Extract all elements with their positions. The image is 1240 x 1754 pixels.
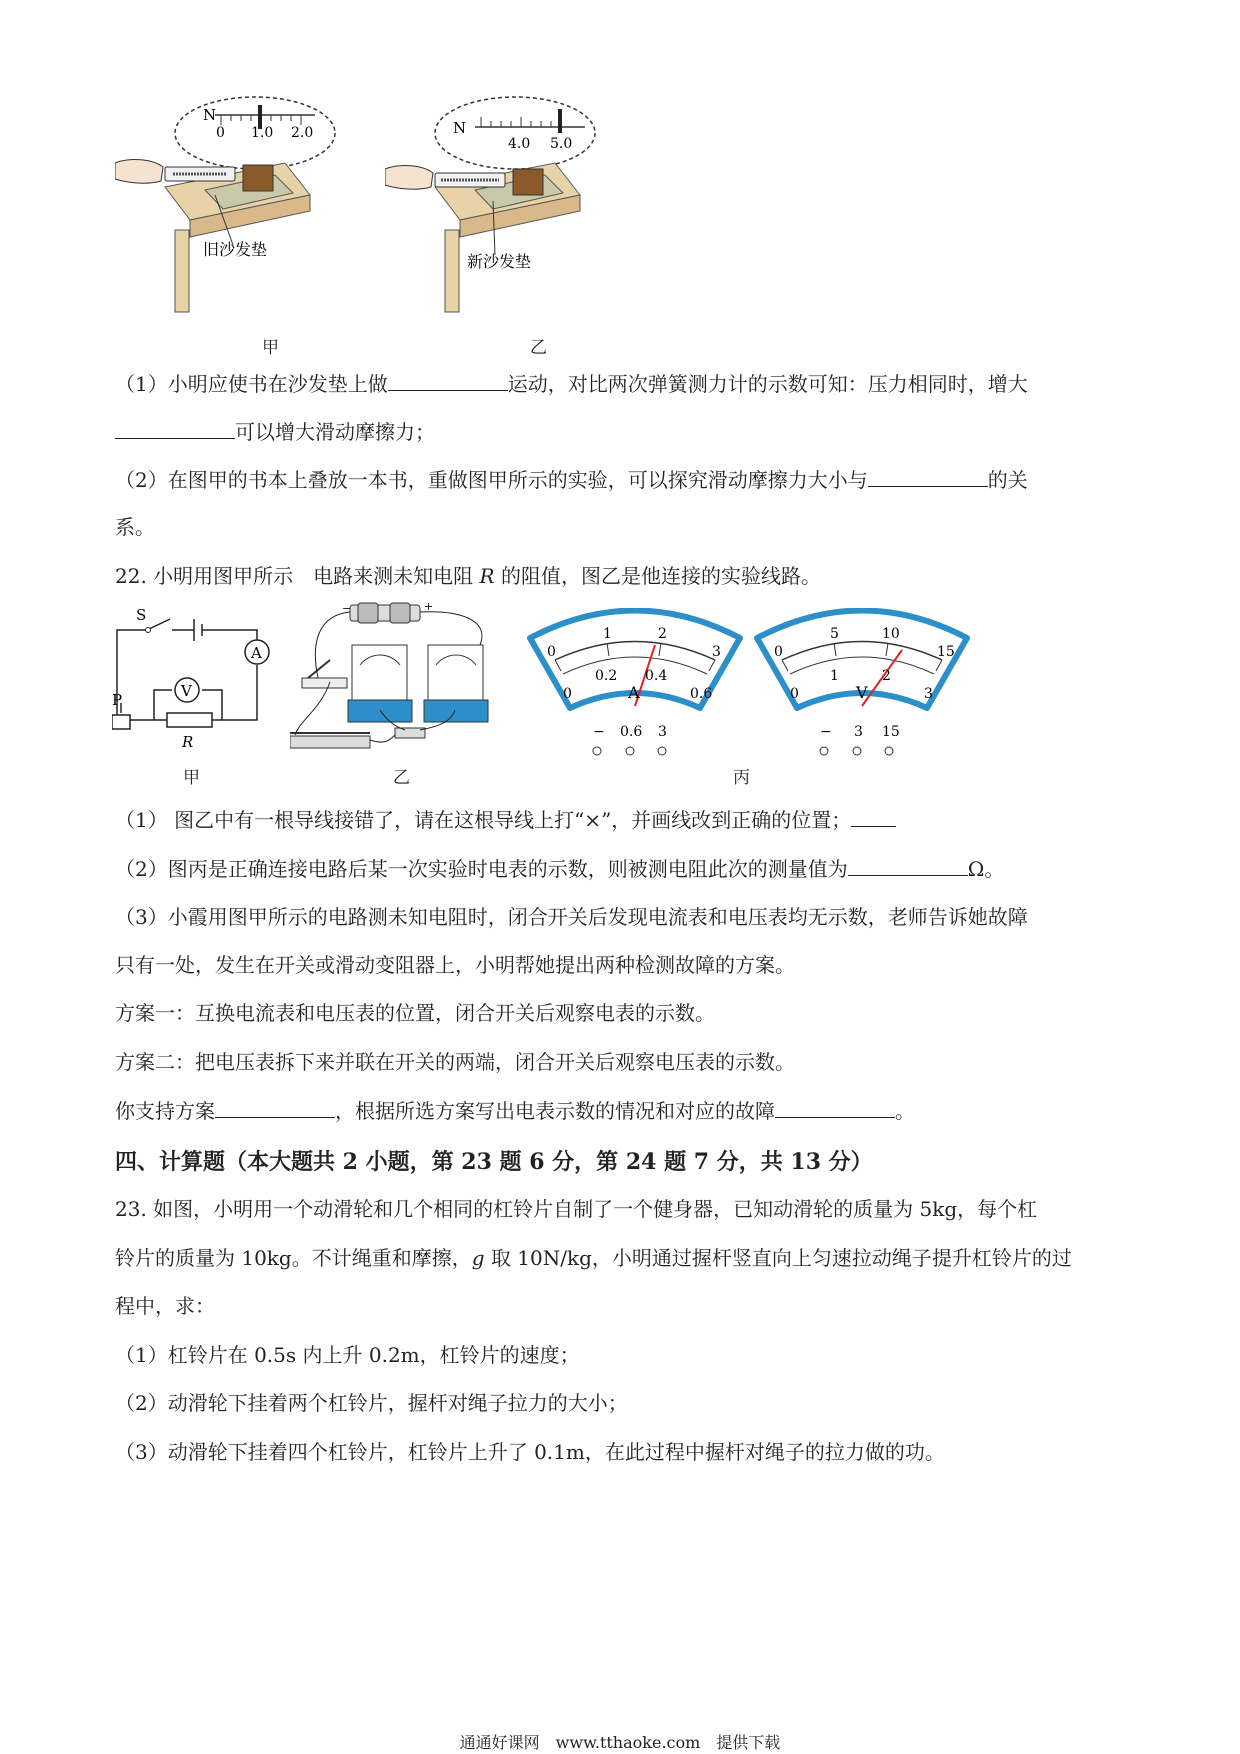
battery-plus: + [424, 600, 434, 613]
pad-label-old: 旧沙发垫 [203, 240, 268, 259]
q22-intro: 22. 小明用图甲所示 电路来测未知电阻 R 的阻值，图乙是他连接的实验线路。 [115, 564, 821, 588]
q23-line-3: 程中，求： [115, 1294, 215, 1318]
a-top-2: 2 [658, 626, 667, 642]
v-term-15: 15 [882, 724, 900, 740]
a-term-minus: − [593, 724, 605, 740]
q23-line-2: 铃片的质量为 10kg。不计绳重和摩擦，g 取 10N/kg，小明通过握杆竖直向上匀速拉动绳子提升杠铃片的过 [115, 1246, 1072, 1270]
answer-blank[interactable] [115, 418, 235, 439]
q22-support: 你支持方案 ，根据所选方案写出电表示数的情况和对应的故障 。 [115, 1099, 915, 1123]
v-bottom-3: 3 [924, 686, 933, 702]
v-bottom-0: 0 [790, 686, 799, 702]
a-term-0.6: 0.6 [620, 724, 643, 740]
answer-blank[interactable] [848, 855, 968, 876]
answer-blank[interactable] [388, 370, 508, 391]
figure-jia-friction [115, 95, 360, 315]
q22-part-3a: （3）小霞用图甲所示的电路测未知电阻时，闭合开关后发现电流表和电压表均无示数，老师告诉她故障 [115, 905, 1028, 929]
q23-sub-2: （2）动滑轮下挂着两个杠铃片，握杆对绳子拉力的大小； [115, 1391, 628, 1415]
scale-n: N [453, 119, 467, 137]
v-top-5: 5 [830, 626, 839, 642]
wiring-caption: 乙 [393, 768, 410, 788]
q21-line-2: 可以增大滑动摩擦力； [115, 418, 435, 445]
v-top-15: 15 [937, 644, 955, 660]
q23-sub-1: （1）杠铃片在 0.5s 内上升 0.2m，杠铃片的速度； [115, 1343, 580, 1367]
q23-line-1: 23. 如图，小明用一个动滑轮和几个相同的杠铃片自制了一个健身器，已知动滑轮的质量为 5kg，每个杠 [115, 1197, 1038, 1221]
battery-minus: − [342, 602, 352, 615]
answer-blank[interactable] [868, 466, 988, 487]
q22-plan-1: 方案一：互换电流表和电压表的位置，闭合开关后观察电表的示数。 [115, 1001, 715, 1025]
slider-label: P [112, 691, 123, 709]
section-heading: 四、计算题（本大题共 2 小题，第 23 题 6 分，第 24 题 7 分，共 13 分） [115, 1149, 873, 1175]
a-top-0: 0 [547, 644, 556, 660]
wiring-diagram-yi [290, 600, 505, 760]
q21-line-3: （2）在图甲的书本上叠放一本书，重做图甲所示的实验，可以探究滑动摩擦力大小与 的关 [115, 468, 1028, 492]
scale-tick-2: 2.0 [291, 125, 314, 141]
q22-part-2: （2）图丙是正确连接电路后某一次实验时电表的示数，则被测电阻此次的测量值为 Ω。 [115, 857, 1005, 881]
pad-label-new: 新沙发垫 [467, 252, 532, 271]
scale-n: N [203, 106, 217, 124]
a-unit: A [628, 683, 640, 702]
scale-tick-5: 5.0 [550, 136, 573, 152]
answer-blank[interactable] [851, 806, 896, 827]
figure-yi-friction [385, 95, 630, 315]
ammeter-dial [525, 608, 745, 768]
resistor-label: R [182, 733, 194, 751]
v-bottom-2: 2 [882, 668, 891, 684]
v-top-0: 0 [774, 644, 783, 660]
v-term-3: 3 [854, 724, 863, 740]
footer-text: 通通好课网 www.tthaoke.com 提供下载 [459, 1733, 781, 1752]
answer-blank[interactable] [215, 1097, 335, 1118]
q22-plan-2: 方案二：把电压表拆下来并联在开关的两端，闭合开关后观察电压表的示数。 [115, 1050, 795, 1074]
circuit-caption: 甲 [183, 768, 200, 788]
voltmeter-symbol: V [181, 682, 192, 700]
q21-line-1: （1）小明应使书在沙发垫上做 运动，对比两次弹簧测力计的示数可知：压力相同时，增大 [115, 372, 1028, 396]
a-bottom-2: 0.4 [645, 668, 668, 684]
figure-yi-caption: 乙 [530, 338, 547, 358]
q22-part-1: （1） 图乙中有一根导线接错了，请在这根导线上打“×”，并画线改到正确的位置； [115, 806, 896, 833]
v-unit: V [856, 683, 868, 702]
a-term-3: 3 [658, 724, 667, 740]
v-top-10: 10 [882, 626, 900, 642]
a-top-1: 1 [603, 626, 612, 642]
q21-line-4: 系。 [115, 515, 155, 539]
scale-tick-0: 0 [216, 125, 225, 141]
v-term-minus: − [820, 724, 832, 740]
q22-part-3b: 只有一处，发生在开关或滑动变阻器上，小明帮她提出两种检测故障的方案。 [115, 953, 795, 977]
scale-tick-4: 4.0 [508, 136, 531, 152]
circuit-diagram-jia [112, 605, 282, 755]
a-bottom-3: 0.6 [690, 686, 713, 702]
a-bottom-1: 0.2 [595, 668, 618, 684]
switch-label: S [136, 606, 147, 624]
a-bottom-0: 0 [563, 686, 572, 702]
figure-jia-caption: 甲 [262, 338, 279, 358]
meters-caption: 丙 [733, 768, 750, 788]
a-top-3: 3 [712, 644, 721, 660]
q23-sub-3: （3）动滑轮下挂着四个杠铃片，杠铃片上升了 0.1m，在此过程中握杆对绳子的拉力做的功。 [115, 1440, 945, 1464]
ammeter-symbol: A [251, 644, 262, 662]
voltmeter-dial [752, 608, 972, 768]
scale-tick-1: 1.0 [251, 125, 274, 141]
answer-blank[interactable] [775, 1097, 895, 1118]
v-bottom-1: 1 [830, 668, 839, 684]
